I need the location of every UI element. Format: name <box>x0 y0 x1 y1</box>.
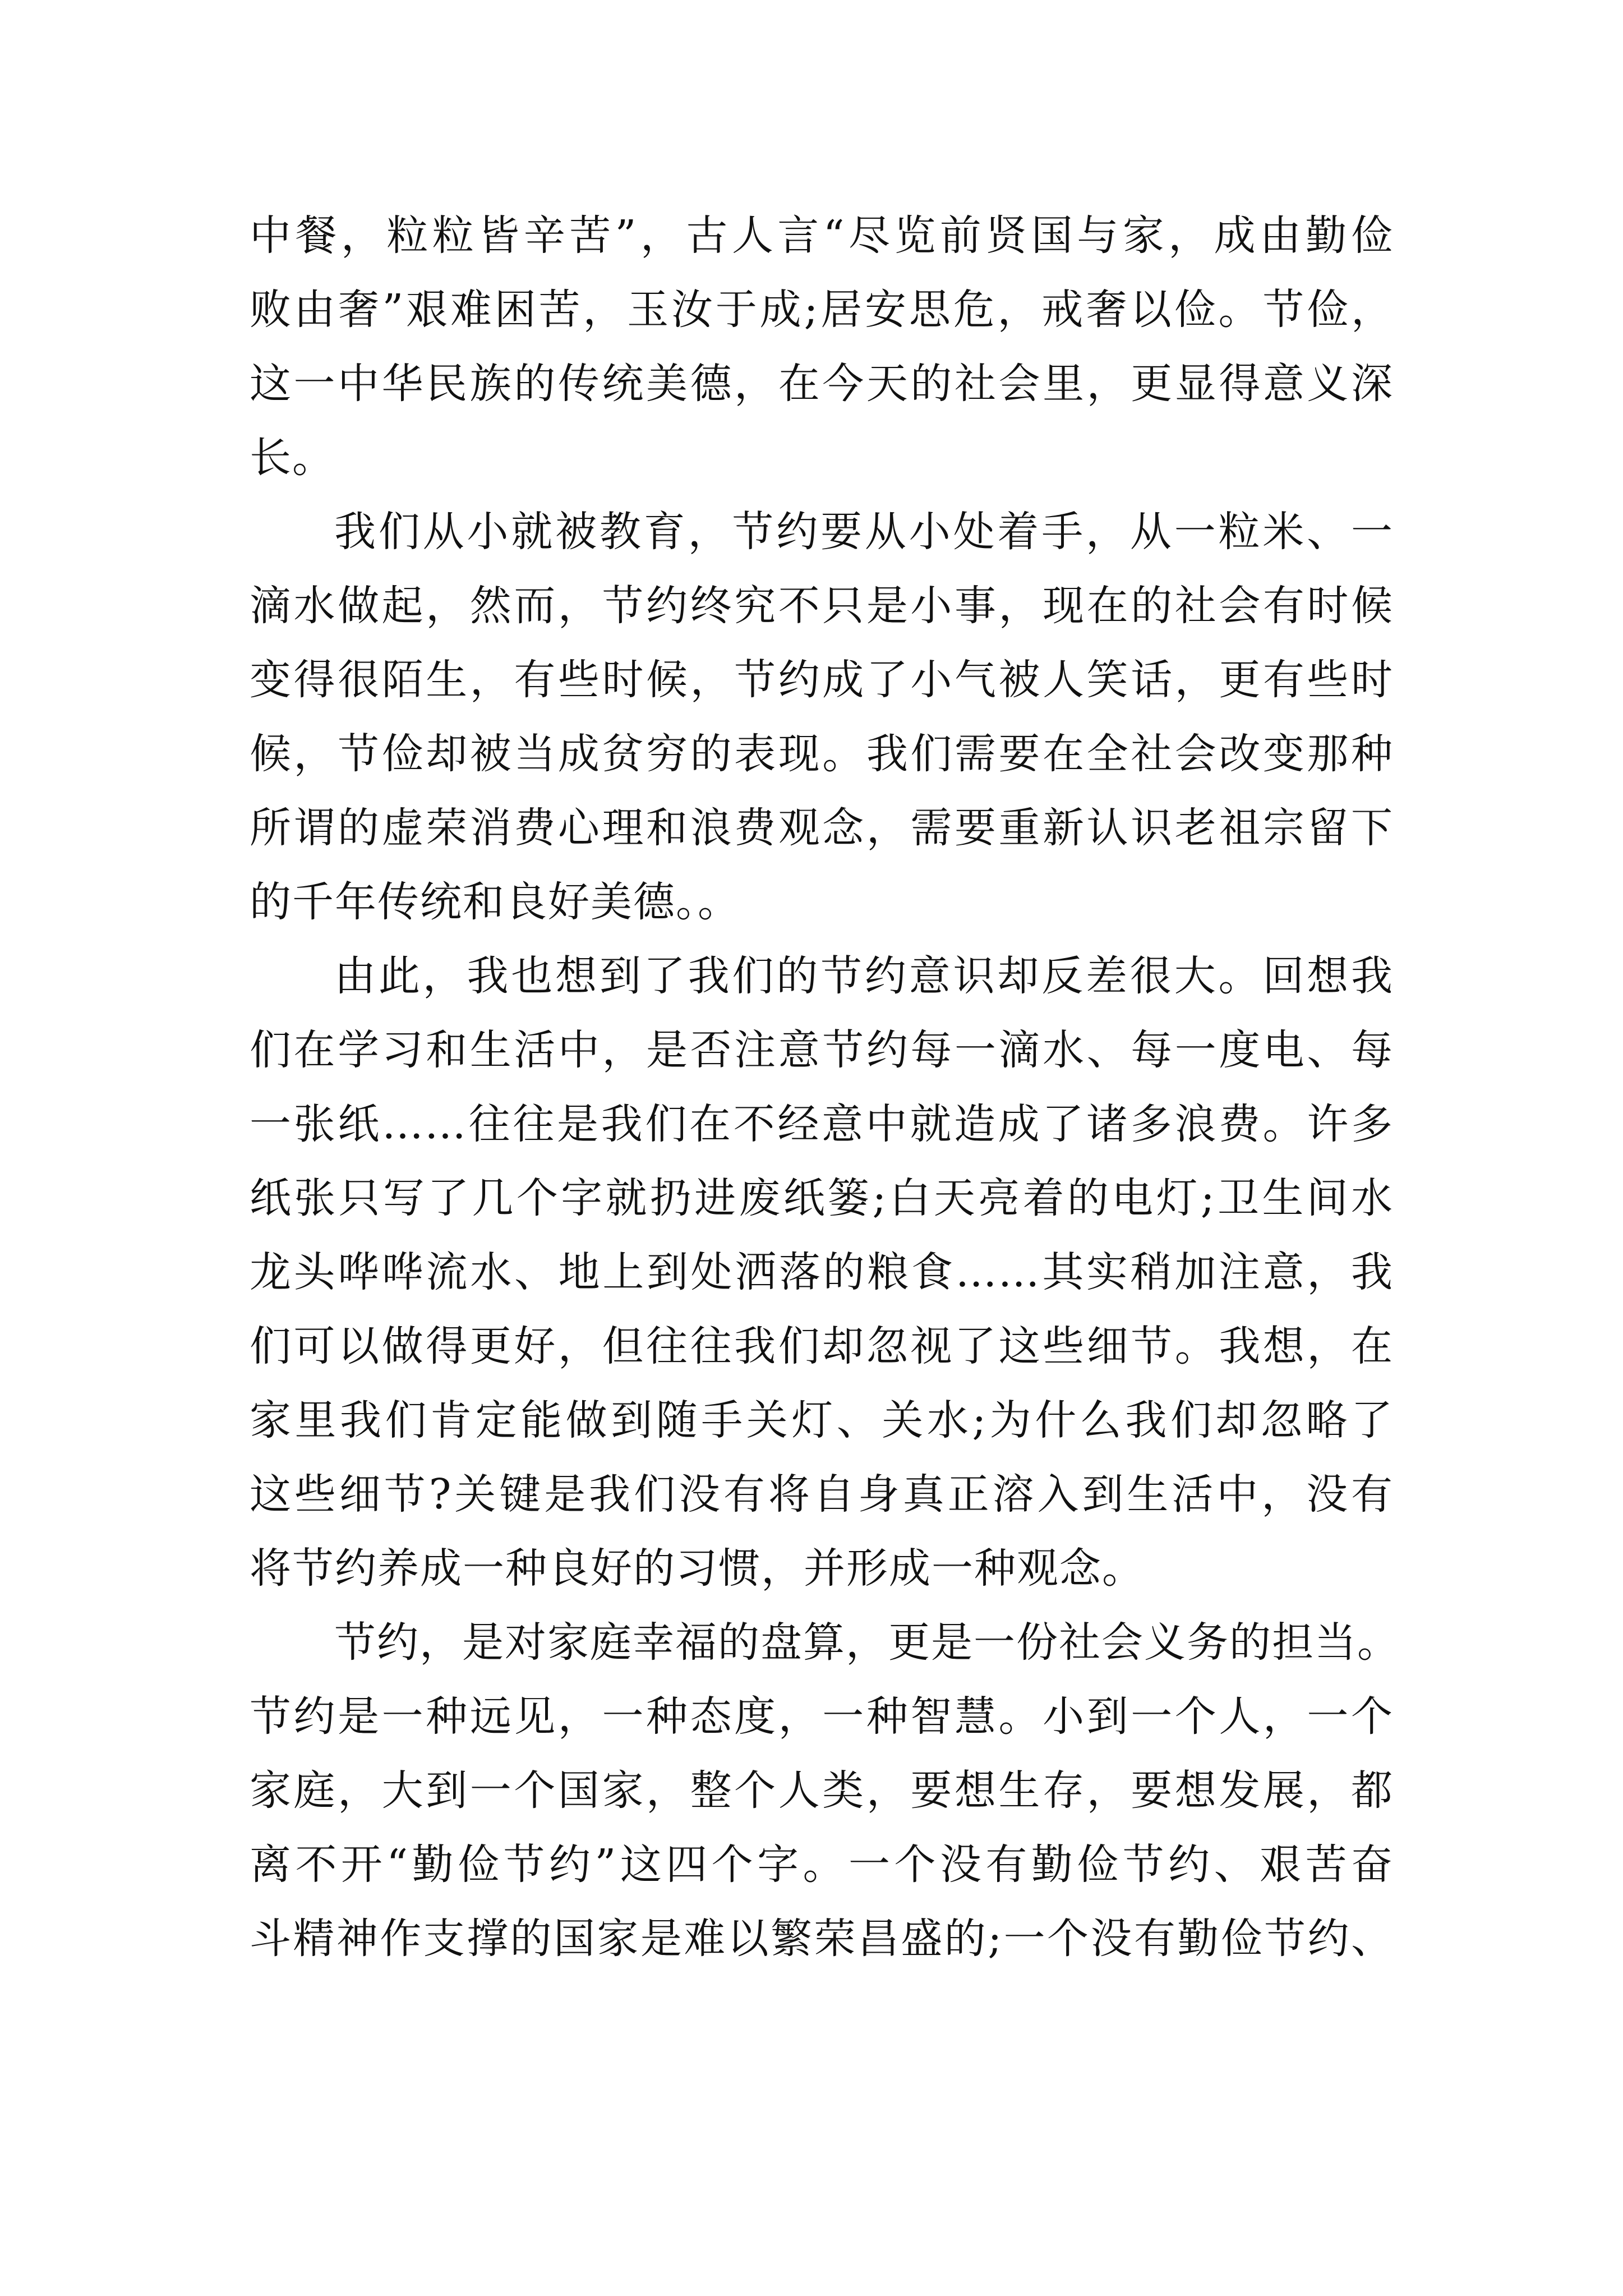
text-line: 家里我们肯定能做到随手关灯、关水;为什么我们却忽略了 <box>250 1396 1394 1444</box>
text-line: 一张纸……往往是我们在不经意中就造成了诸多浪费。许多 <box>250 1100 1394 1148</box>
paragraph-first-line: 由此，我也想到了我们的节约意识却反差很大。回想我 <box>334 952 1394 1000</box>
text-line: 候，节俭却被当成贫穷的表现。我们需要在全社会改变那种 <box>250 730 1394 778</box>
text-line: 斗精神作支撑的国家是难以繁荣昌盛的;一个没有勤俭节约、 <box>250 1915 1394 1963</box>
paragraph-first-line: 我们从小就被教育，节约要从小处着手，从一粒米、一 <box>334 508 1394 556</box>
text-line: 所谓的虚荣消费心理和浪费观念，需要重新认识老祖宗留下 <box>250 804 1394 852</box>
text-line: 纸张只写了几个字就扔进废纸篓;白天亮着的电灯;卫生间水 <box>250 1174 1394 1222</box>
text-line: 的千年传统和良好美德。。 <box>250 878 740 926</box>
text-line: 长。 <box>250 434 335 482</box>
text-line: 这些细节?关键是我们没有将自身真正溶入到生活中，没有 <box>250 1470 1394 1519</box>
text-line: 滴水做起，然而，节约终究不只是小事，现在的社会有时候 <box>250 582 1394 630</box>
text-line: 这一中华民族的传统美德，在今天的社会里，更显得意义深 <box>250 360 1394 408</box>
text-line: 节约是一种远见，一种态度，一种智慧。小到一个人，一个 <box>250 1692 1394 1741</box>
text-line: 龙头哗哗流水、地上到处洒落的粮食……其实稍加注意，我 <box>250 1248 1394 1296</box>
text-line: 离不开“勤俭节约”这四个字。一个没有勤俭节约、艰苦奋 <box>250 1841 1394 1889</box>
text-line: 们可以做得更好，但往往我们却忽视了这些细节。我想，在 <box>250 1322 1394 1370</box>
text-line: 们在学习和生活中，是否注意节约每一滴水、每一度电、每 <box>250 1026 1394 1074</box>
text-line: 将节约养成一种良好的习惯，并形成一种观念。 <box>250 1544 1145 1593</box>
text-line: 家庭，大到一个国家，整个人类，要想生存，要想发展，都 <box>250 1766 1394 1815</box>
text-line: 变得很陌生，有些时候，节约成了小气被人笑话，更有些时 <box>250 656 1394 704</box>
paragraph-first-line: 节约，是对家庭幸福的盘算，更是一份社会义务的担当。 <box>334 1618 1400 1667</box>
text-line: 败由奢”艰难困苦，玉汝于成;居安思危，戒奢以俭。节俭， <box>250 286 1394 334</box>
text-line: 中餐，粒粒皆辛苦”，古人言“尽览前贤国与家，成由勤俭 <box>250 211 1394 260</box>
